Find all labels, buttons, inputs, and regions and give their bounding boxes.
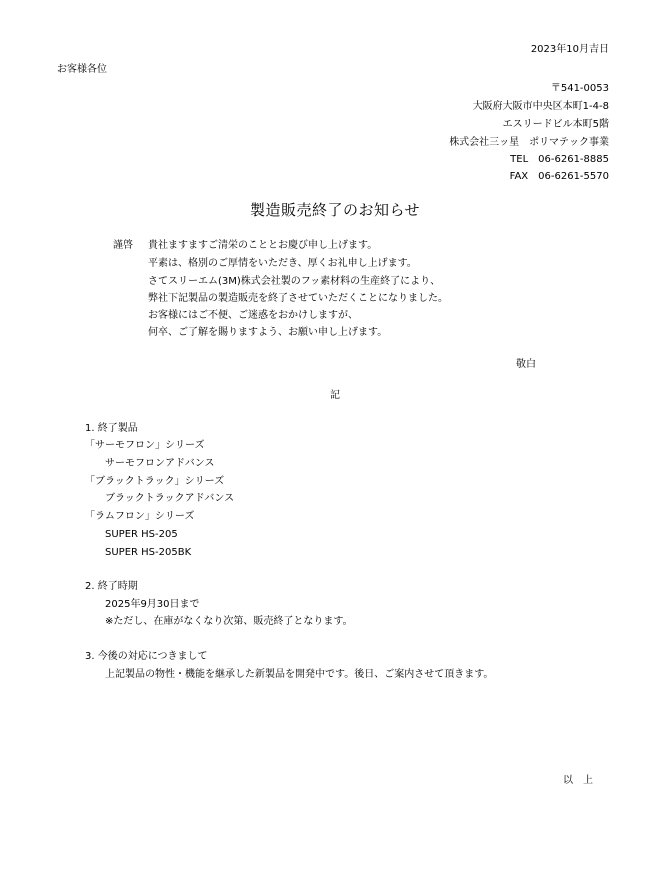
sender-tel: TEL 06-6261-8885 <box>510 154 609 165</box>
product-item: サーモフロンアドバンス <box>105 458 215 469</box>
ki-mark: 記 <box>330 390 340 401</box>
product-series: 「サーモフロン」シリーズ <box>85 440 205 451</box>
end-date: 2025年9月30日まで <box>105 599 200 610</box>
future-text: 上記製品の物性・機能を継承した新製品を開発中です。後日、ご案内させて頂きます。 <box>105 669 494 680</box>
greeting-opening: 謹啓 <box>113 240 133 251</box>
addressee: お客様各位 <box>57 64 107 75</box>
sender-postal: 〒541-0053 <box>550 83 609 94</box>
product-item: SUPER HS-205BK <box>105 547 192 558</box>
greeting-line: 貴社ますますご清栄のこととお慶び申し上げます。 <box>148 240 378 251</box>
product-series: 「ブラックトラック」シリーズ <box>85 476 225 487</box>
end-mark: 以 上 <box>563 775 593 786</box>
product-series: 「ラムフロン」シリーズ <box>85 511 195 522</box>
greeting-line: 平素は、格別のご厚情をいただき、厚くお礼申し上げます。 <box>148 258 417 269</box>
sender-company: 株式会社三ッ星 ポリマテック事業 <box>449 137 609 148</box>
greeting-line: さてスリーエム(3M)株式会社製のフッ素材料の生産終了により、 <box>148 276 441 287</box>
document-date: 2023年10月吉日 <box>530 44 609 55</box>
section-heading: 1. 終了製品 <box>85 423 138 434</box>
greeting-line: 何卒、ご了解を賜りますよう、お願い申し上げます。 <box>148 327 388 338</box>
sender-address: 大阪府大阪市中央区本町1-4-8 <box>472 101 609 112</box>
product-item: SUPER HS-205 <box>105 529 178 540</box>
section-heading: 3. 今後の対応につきまして <box>85 651 208 662</box>
section-heading: 2. 終了時期 <box>85 581 138 592</box>
greeting-line: 弊社下記製品の製造販売を終了させていただくことになりました。 <box>148 293 448 304</box>
greeting-line: お客様にはご不便、ご迷惑をおかけしますが、 <box>148 310 358 321</box>
sender-fax: FAX 06-6261-5570 <box>509 171 609 182</box>
product-item: ブラックトラックアドバンス <box>105 493 235 504</box>
timing-note: ※ただし、在庫がなくなり次第、販売終了となります。 <box>105 616 353 627</box>
document-title: 製造販売終了のお知らせ <box>249 201 421 219</box>
greeting-closing: 敬白 <box>516 359 536 370</box>
sender-building: エスリードビル本町5階 <box>502 119 609 130</box>
